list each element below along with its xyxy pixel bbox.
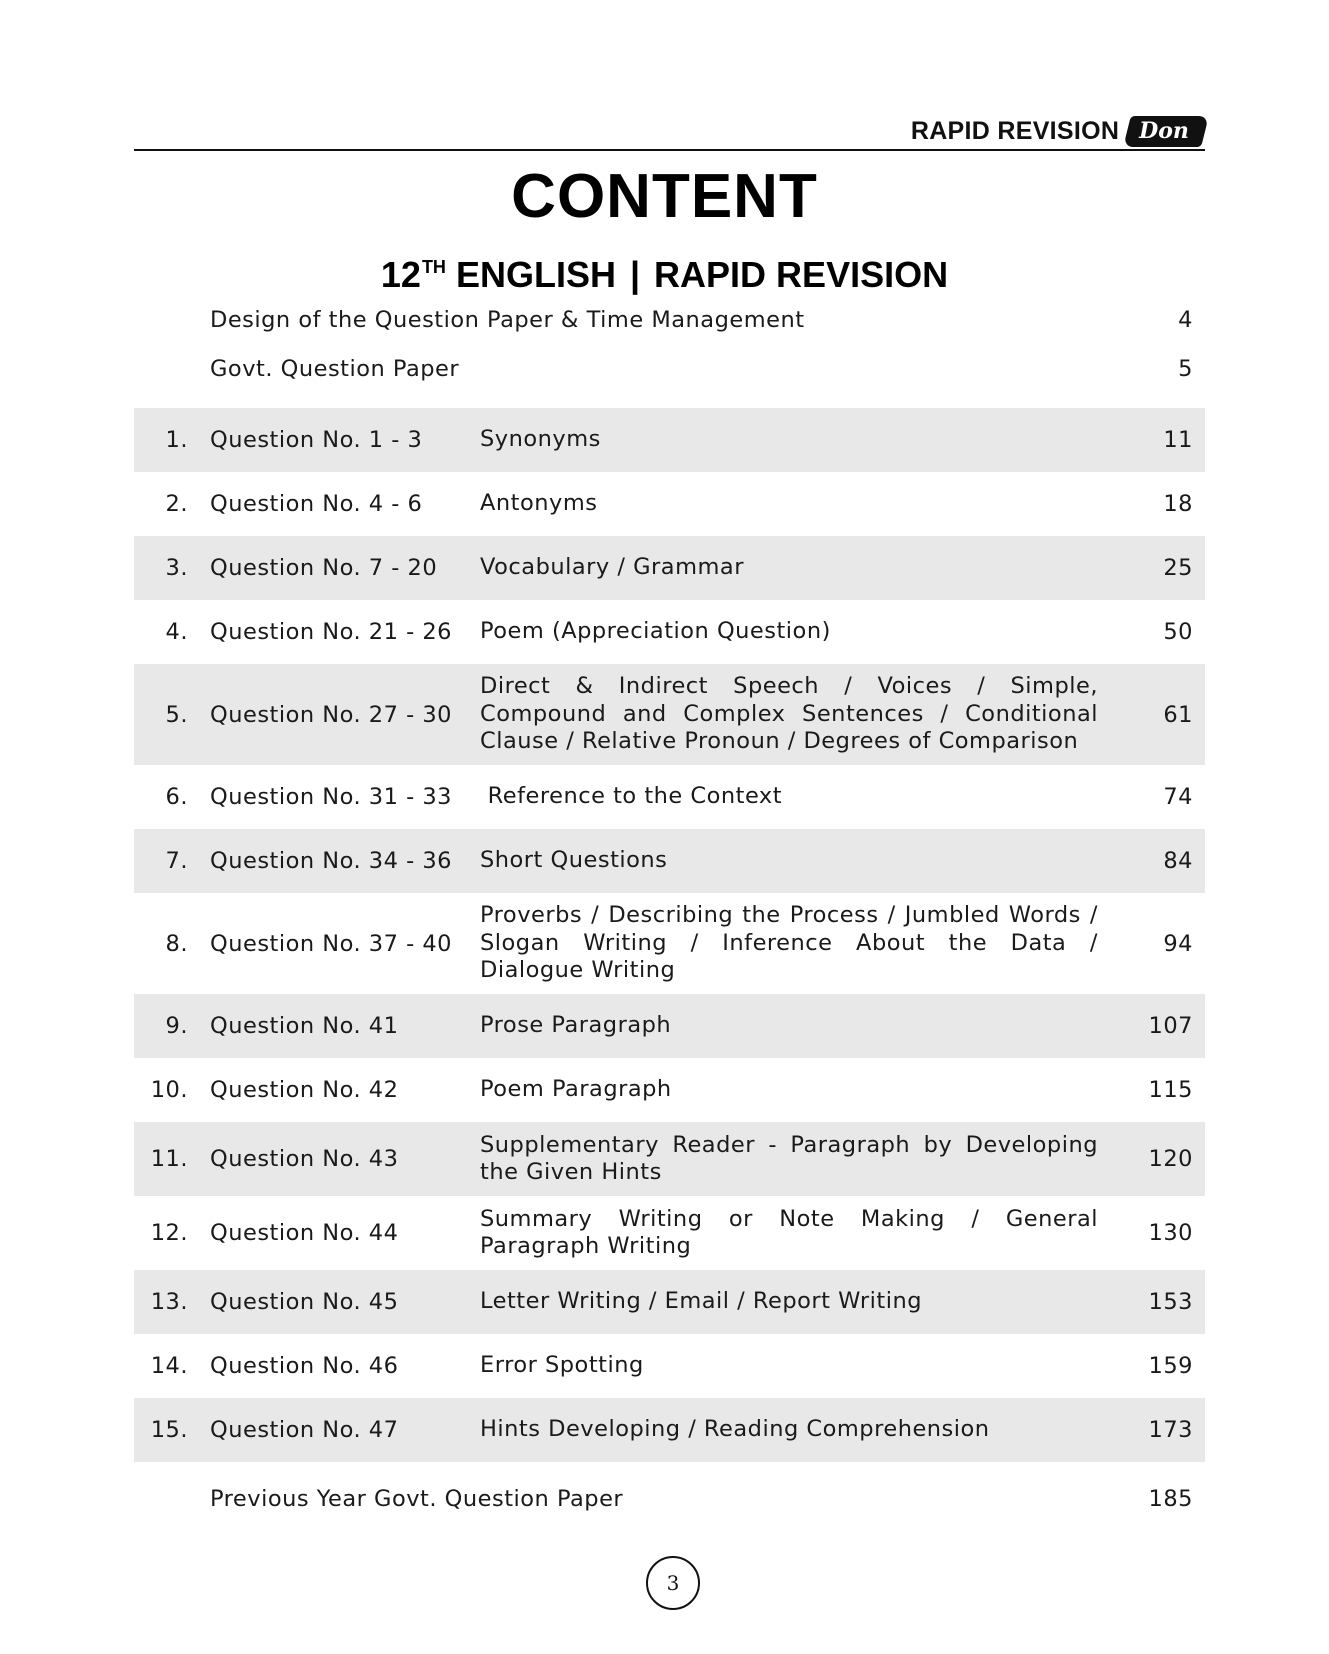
toc-row-number: 8. — [165, 930, 188, 957]
toc-row-question: Question No. 45 — [210, 1289, 399, 1315]
toc-row-number: 9. — [165, 1013, 188, 1039]
header-divider — [134, 149, 1205, 151]
toc-row[interactable] — [134, 408, 1205, 472]
toc-row[interactable] — [134, 1058, 1205, 1122]
subtitle-subject: ENGLISH — [455, 254, 616, 295]
toc-row-topic: Direct & Indirect Speech / Voices / Simple, Compound and Complex Sentences / Conditional Clause / Relative Pronoun / Degrees of Comparison — [480, 673, 1098, 755]
toc-row[interactable] — [134, 1196, 1205, 1270]
toc-row-topic: Proverbs / Describing the Process / Jumbled Words / Slogan Writing / Inference About the Data / Dialogue Writing — [480, 902, 1098, 984]
toc-row-number: 11. — [150, 1146, 188, 1172]
toc-row-number: 2. — [165, 491, 188, 517]
page-title: CONTENT — [511, 162, 818, 231]
toc-row-number: 12. — [150, 1220, 188, 1246]
toc-row-topic: Hints Developing / Reading Comprehension — [480, 1416, 990, 1443]
toc-row-number: 14. — [150, 1353, 188, 1379]
toc-row[interactable] — [134, 1122, 1205, 1196]
toc-row-page: 11 — [1163, 427, 1193, 453]
toc-row-number: 7. — [165, 848, 188, 874]
toc-row-page: 173 — [1148, 1417, 1193, 1443]
toc-row-page: 74 — [1163, 784, 1193, 810]
toc-row-topic: Prose Paragraph — [480, 1012, 672, 1039]
toc-row-number: 6. — [165, 784, 188, 810]
toc-row-question: Question No. 1 - 3 — [210, 427, 423, 453]
toc-intro-label: Design of the Question Paper & Time Management — [210, 307, 805, 333]
toc-row[interactable] — [134, 994, 1205, 1058]
toc-row-topic: Poem Paragraph — [480, 1076, 672, 1103]
toc-row[interactable] — [134, 664, 1205, 765]
toc-row-question: Question No. 37 - 40 — [210, 930, 452, 957]
toc-row-topic: Antonyms — [480, 490, 598, 517]
toc-row-page: 120 — [1148, 1146, 1193, 1172]
subtitle-series: RAPID REVISION — [654, 254, 949, 295]
toc-row-question: Question No. 7 - 20 — [210, 555, 438, 581]
header-brand — [911, 114, 1205, 148]
toc-row[interactable] — [134, 536, 1205, 600]
toc-outro-label: Previous Year Govt. Question Paper — [210, 1486, 624, 1512]
toc-row-number: 15. — [150, 1417, 188, 1443]
toc-row[interactable] — [134, 472, 1205, 536]
subtitle-grade: 12 — [380, 254, 421, 295]
toc-intro-label: Govt. Question Paper — [210, 356, 460, 382]
toc-row-topic: Synonyms — [480, 426, 601, 453]
subtitle-grade-suffix: TH — [421, 257, 446, 277]
toc-row[interactable] — [134, 893, 1205, 994]
toc-row-page: 18 — [1163, 491, 1193, 517]
toc-row-topic: Supplementary Reader - Paragraph by Developing the Given Hints — [480, 1131, 1098, 1185]
toc-row-question: Question No. 31 - 33 — [210, 784, 452, 810]
toc-row-page: 94 — [1163, 930, 1193, 957]
toc-intro-row[interactable] — [134, 349, 1205, 389]
toc-intro-row[interactable] — [134, 300, 1205, 340]
toc-row-page: 115 — [1148, 1077, 1193, 1103]
toc-row-topic: Error Spotting — [480, 1352, 644, 1379]
toc-row-question: Question No. 21 - 26 — [210, 619, 452, 645]
toc-row-page: 25 — [1163, 555, 1193, 581]
toc-row-topic: Poem (Appreciation Question) — [480, 618, 831, 645]
toc-row-page: 153 — [1148, 1289, 1193, 1315]
toc-row-number: 5. — [165, 701, 188, 728]
toc-row-question: Question No. 4 - 6 — [210, 491, 423, 517]
toc-row-page: 50 — [1163, 619, 1193, 645]
toc-row-question: Question No. 47 — [210, 1417, 399, 1443]
toc-row[interactable] — [134, 765, 1205, 829]
toc-row-page: 84 — [1163, 848, 1193, 874]
page-subtitle — [0, 245, 1329, 297]
toc-intro-page: 5 — [1178, 356, 1193, 382]
toc-row-question: Question No. 44 — [210, 1220, 399, 1246]
toc-row-page: 61 — [1163, 701, 1193, 728]
toc-row-page: 107 — [1148, 1013, 1193, 1039]
toc-row-question: Question No. 43 — [210, 1146, 399, 1172]
toc-row-topic: Summary Writing or Note Making / General Paragraph Writing — [480, 1205, 1098, 1259]
subtitle-separator: | — [629, 254, 641, 295]
page-number: 3 — [646, 1556, 700, 1610]
brand-text: RAPID REVISION — [910, 116, 1120, 145]
toc-intro-page: 4 — [1178, 307, 1193, 333]
toc-row-question: Question No. 34 - 36 — [210, 848, 452, 874]
toc-row-topic: Reference to the Context — [480, 783, 783, 810]
toc-row[interactable] — [134, 1270, 1205, 1334]
brand-badge-text: Don — [1139, 117, 1190, 144]
toc-row-question: Question No. 42 — [210, 1077, 399, 1103]
toc-outro-page: 185 — [1148, 1486, 1193, 1512]
toc-row-topic: Vocabulary / Grammar — [480, 554, 744, 581]
toc-row-question: Question No. 41 — [210, 1013, 399, 1039]
toc-row-page: 159 — [1148, 1353, 1193, 1379]
toc-row-number: 4. — [165, 619, 188, 645]
toc-row-topic: Short Questions — [480, 847, 668, 874]
toc-row[interactable] — [134, 829, 1205, 893]
toc-outro-row[interactable] — [134, 1479, 1205, 1519]
toc-row-question: Question No. 46 — [210, 1353, 399, 1379]
toc-row[interactable] — [134, 600, 1205, 664]
toc-row-topic: Letter Writing / Email / Report Writing — [480, 1288, 923, 1315]
toc-row-number: 13. — [150, 1289, 188, 1315]
toc-row[interactable] — [134, 1398, 1205, 1462]
brand-logo-badge — [1123, 116, 1208, 147]
toc-row-number: 10. — [150, 1077, 188, 1103]
toc-row-number: 1. — [165, 427, 188, 453]
toc-row-number: 3. — [165, 555, 188, 581]
toc-row[interactable] — [134, 1334, 1205, 1398]
toc-row-page: 130 — [1148, 1220, 1193, 1246]
toc-row-question: Question No. 27 - 30 — [210, 701, 452, 728]
